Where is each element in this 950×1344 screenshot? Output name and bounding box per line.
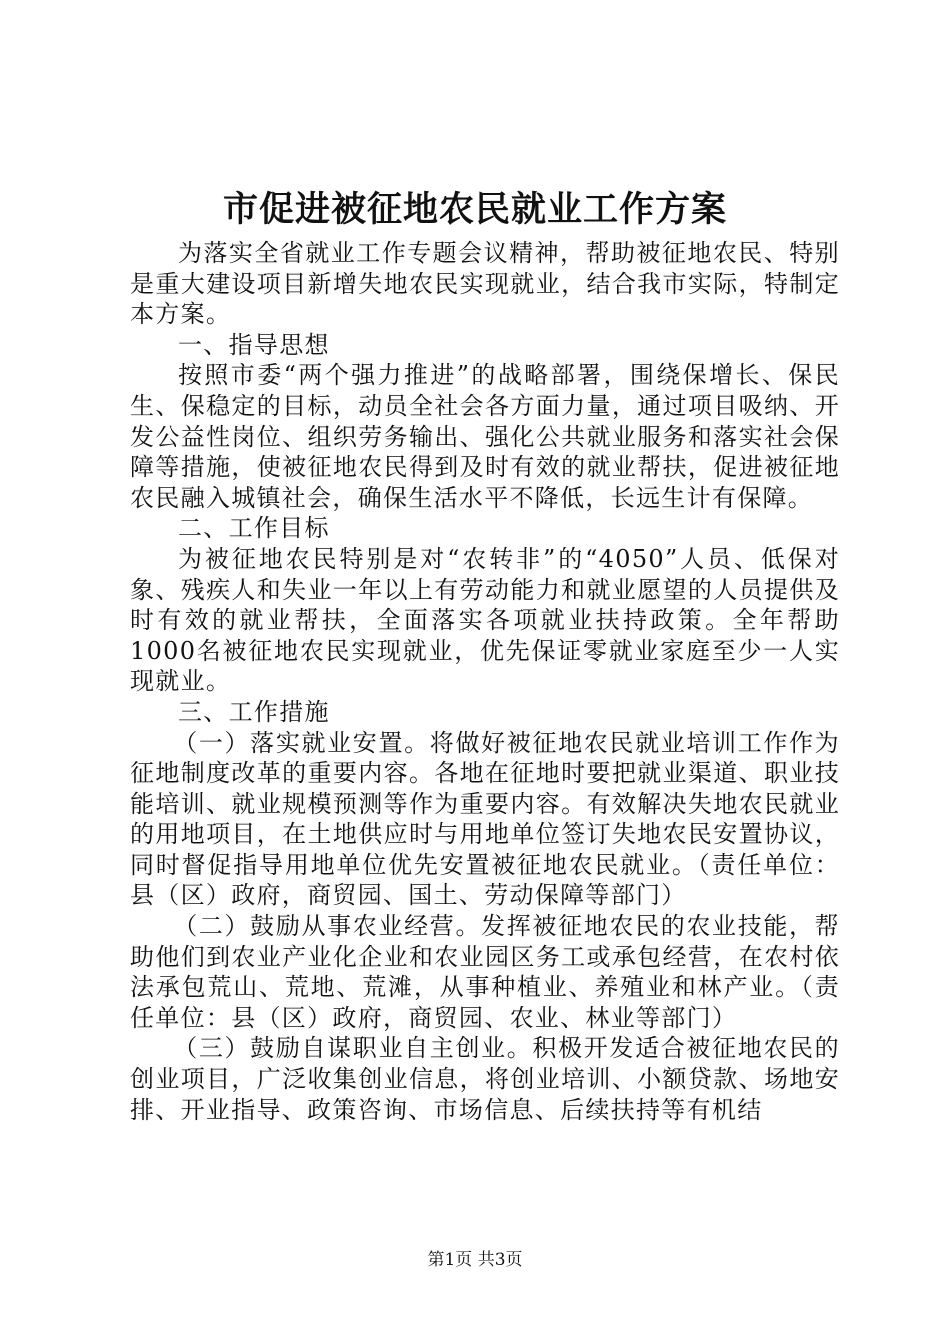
document-title: 市促进被征地农民就业工作方案 [222, 189, 727, 230]
section-heading-work-measures: 三、工作措施 [178, 697, 330, 726]
page-number-footer: 第1页 共3页 [427, 1250, 523, 1270]
section-heading-guiding-thought: 一、指导思想 [178, 330, 330, 359]
measure-3-paragraph: （三）鼓励自谋职业自主创业。积极开发适合被征地农民的创业项目，广泛收集创业信息，将创业培训、小额贷款、场地安排、开业指导、政策咨询、市场信息、后续扶持等有机结 [130, 1034, 840, 1124]
guiding-thought-paragraph: 按照市委“两个强力推进”的战略部署，围绕保增长、保民生、保稳定的目标，动员全社会各方面力量，通过项目吸纳、开发公益性岗位、组织劳务输出、强化公共就业服务和落实社会保障等措施，使被征地农民得到及时有效的就业帮扶，促进被征地农民融入城镇社会，确保生活水平不降低，长远生计有保障。 [130, 361, 840, 512]
work-goals-paragraph: 为被征地农民特别是对“农转非”的“4050”人员、低保对象、残疾人和失业一年以上有劳动能力和就业愿望的人员提供及时有效的就业帮扶，全面落实各项就业扶持政策。全年帮助1000名被征地农民实现就业，优先保证零就业家庭至少一人实现就业。 [130, 544, 840, 696]
measure-1-paragraph: （一）落实就业安置。将做好被征地农民就业培训工作作为征地制度改革的重要内容。各地在征地时要把就业渠道、职业技能培训、就业规模预测等作为重要内容。有效解决失地农民就业的用地项目，在土地供应时与用地单位签订失地农民安置协议，同时督促指导用地单位优先安置被征地农民就业。（责任单位：县（区）政府，商贸园、国土、劳动保障等部门） [130, 728, 840, 910]
measure-2-paragraph: （二）鼓励从事农业经营。发挥被征地农民的农业技能，帮助他们到农业产业化企业和农业园区务工或承包经营，在农村依法承包荒山、荒地、荒滩，从事种植业、养殖业和林产业。（责任单位：县（区）政府，商贸园、农业、林业等部门） [130, 912, 840, 1032]
section-heading-work-goals: 二、工作目标 [178, 514, 330, 543]
document-body [130, 238, 840, 1125]
intro-paragraph: 为落实全省就业工作专题会议精神，帮助被征地农民、特别是重大建设项目新增失地农民实现就业，结合我市实际，特制定本方案。 [130, 239, 840, 329]
